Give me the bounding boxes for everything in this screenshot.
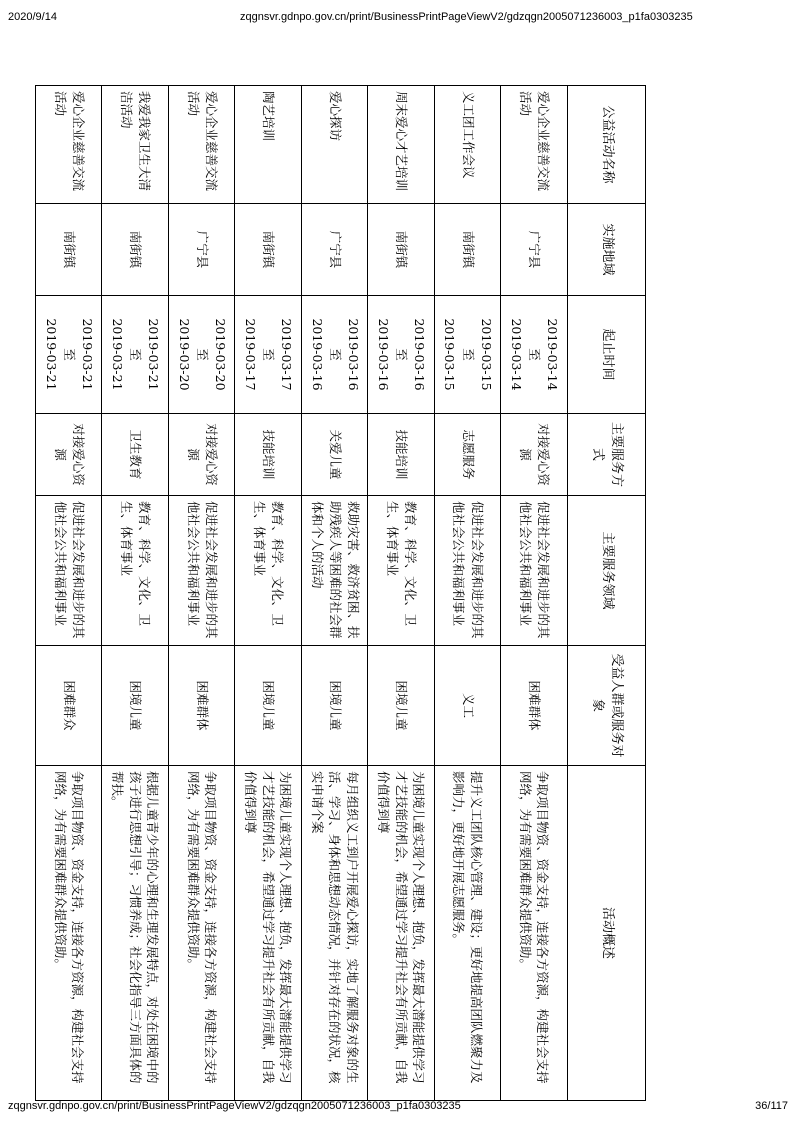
service-field-cell: 促进社会发展和进步的其他社会公共和福利事业 — [36, 496, 102, 646]
service-method-cell: 技能培训 — [235, 414, 301, 496]
time-start: 2019-03-17 — [279, 318, 295, 391]
time-start: 2019-03-16 — [345, 318, 361, 391]
page-number: 36/117 — [755, 1100, 788, 1112]
summary-cell: 为困境儿童实现个人理想、抱负，发挥最大潜能提供学习才艺技能的机会，希望通过学习提升社会有所贡献，自我价值得到尊 — [235, 766, 301, 1101]
region-cell: 南街镇 — [235, 204, 301, 296]
summary-cell: 为困境儿童实现个人理想、抱负，发挥最大潜能提供学习才艺技能的机会，希望通过学习提升社会有所贡献，自我价值得到尊 — [368, 766, 434, 1101]
time-cell — [235, 296, 301, 414]
service-method-cell: 对接爱心资源 — [168, 414, 234, 496]
service-field-cell: 救助灾害、救济贫困、扶助残疾人等困难的社会群体和个人的活动 — [301, 496, 367, 646]
time-cell — [102, 296, 168, 414]
time-cell — [301, 296, 367, 414]
column-header-summary: 活动概述 — [567, 766, 645, 1101]
page-url-header: zqgnsvr.gdnpo.gov.cn/print/BusinessPrintPageViewV2/gdzqgn2005071236003_p1fa0303235 — [240, 11, 693, 23]
service-method-cell: 对接爱心资源 — [36, 414, 102, 496]
time-to: 至 — [327, 348, 343, 361]
time-to: 至 — [194, 348, 210, 361]
time-start: 2019-03-21 — [79, 318, 95, 391]
print-date: 2020/9/14 — [8, 11, 57, 23]
beneficiary-cell: 困境儿童 — [301, 646, 367, 766]
activity-name-cell: 义工团工作会议 — [434, 86, 500, 204]
table-row — [168, 86, 234, 1101]
activity-table — [35, 85, 646, 1101]
time-end: 2019-03-16 — [375, 318, 391, 391]
time-end: 2019-03-15 — [442, 318, 458, 391]
service-method-cell: 对接爱心资源 — [501, 414, 567, 496]
table-row — [301, 86, 367, 1101]
table-row — [235, 86, 301, 1101]
region-cell: 南街镇 — [102, 204, 168, 296]
service-field-cell: 教育、科学、文化、卫生、体育事业 — [102, 496, 168, 646]
rotated-table-container — [35, 85, 646, 1100]
summary-cell: 争取项目物资、资金支持，连接各方资源，构建社会支持网络，为有需要困难群众提供资助。 — [168, 766, 234, 1101]
time-to: 至 — [527, 348, 542, 361]
region-cell: 广宁县 — [501, 204, 567, 296]
summary-cell: 争取项目物资、资金支持，连接各方资源，构建社会支持网络，为有需要困难群众提供资助。 — [501, 766, 567, 1101]
beneficiary-cell: 困境儿童 — [235, 646, 301, 766]
service-method-cell: 关爱儿童 — [301, 414, 367, 496]
table-row — [368, 86, 434, 1101]
region-cell: 南街镇 — [36, 204, 102, 296]
summary-cell: 提升义工团队核心管理、建设；更好地提高团队燃聚力及影响力，更好地开展志愿服务。 — [434, 766, 500, 1101]
activity-name-cell: 周末爱心才艺培训 — [368, 86, 434, 204]
time-cell — [36, 296, 102, 414]
time-to: 至 — [460, 348, 476, 361]
column-header-method: 主要服务方式 — [567, 414, 645, 496]
time-end: 2019-03-16 — [309, 318, 325, 391]
time-to: 至 — [261, 348, 277, 361]
time-cell — [434, 296, 500, 414]
table-row — [36, 86, 102, 1101]
region-cell: 广宁县 — [301, 204, 367, 296]
column-header-beneficiary: 受益人群或服务对象 — [567, 646, 645, 766]
time-end: 2019-03-14 — [508, 318, 524, 391]
activity-name-cell: 爱心企业慈善交流活动 — [168, 86, 234, 204]
table-header-row — [567, 86, 645, 1101]
activity-name-cell: 爱心探访 — [301, 86, 367, 204]
service-field-cell: 促进社会发展和进步的其他社会公共和福利事业 — [168, 496, 234, 646]
service-field-cell: 教育、科学、文化、卫生、体育事业 — [235, 496, 301, 646]
summary-cell: 每月组织义工到户开展爱心探访，实地了解服务对象的生活、学习、身体和思想动态情况，并针对存在的状况，核实申请个案 — [301, 766, 367, 1101]
activity-name-cell: 爱心企业慈善交流活动 — [501, 86, 567, 204]
time-cell — [168, 296, 234, 414]
column-header-time: 起止时间 — [567, 296, 645, 414]
summary-cell: 争取项目物资、资金支持，连接各方资源，构建社会支持网络，为有需要困难群众提供资助。 — [36, 766, 102, 1101]
beneficiary-cell: 困境儿童 — [102, 646, 168, 766]
beneficiary-cell: 困境儿童 — [368, 646, 434, 766]
summary-cell: 根据儿童青少年的心理和生理发展特点，对处在困境中的孩子进行思想引导；习惯养成；社会化指导三方面具体的帮扶。 — [102, 766, 168, 1101]
activity-name-cell: 爱心企业慈善交流活动 — [36, 86, 102, 204]
service-field-cell: 促进社会发展和进步的其他社会公共和福利事业 — [501, 496, 567, 646]
service-field-cell: 教育、科学、文化、卫生、体育事业 — [368, 496, 434, 646]
time-cell — [368, 296, 434, 414]
beneficiary-cell: 困难群体 — [168, 646, 234, 766]
time-start: 2019-03-15 — [478, 318, 494, 391]
activity-name-cell: 陶艺培训 — [235, 86, 301, 204]
time-end: 2019-03-21 — [43, 318, 59, 391]
time-cell — [501, 296, 567, 414]
time-to: 至 — [128, 348, 144, 361]
activity-name-cell: 我爱我家卫生大清洁活动 — [102, 86, 168, 204]
region-cell: 南街镇 — [368, 204, 434, 296]
region-cell: 广宁县 — [168, 204, 234, 296]
beneficiary-cell: 困难群众 — [36, 646, 102, 766]
page-url-footer: zqgnsvr.gdnpo.gov.cn/print/BusinessPrintPageViewV2/gdzqgn2005071236003_p1fa0303235 — [8, 1100, 461, 1112]
time-end: 2019-03-17 — [243, 318, 259, 391]
time-start: 2019-03-16 — [412, 318, 428, 391]
time-end: 2019-03-21 — [110, 318, 126, 391]
beneficiary-cell: 困难群体 — [501, 646, 567, 766]
time-to: 至 — [394, 348, 410, 361]
column-header-field: 主要服务领域 — [567, 496, 645, 646]
time-to: 至 — [61, 348, 77, 361]
beneficiary-cell: 义工 — [434, 646, 500, 766]
time-start: 2019-03-21 — [146, 318, 162, 391]
service-method-cell: 志愿服务 — [434, 414, 500, 496]
time-end: 2019-03-20 — [176, 318, 192, 391]
table-row — [102, 86, 168, 1101]
time-start: 2019-03-14 — [545, 318, 561, 391]
column-header-region: 实施地域 — [567, 204, 645, 296]
table-row — [501, 86, 567, 1101]
service-method-cell: 技能培训 — [368, 414, 434, 496]
service-method-cell: 卫生教育 — [102, 414, 168, 496]
time-start: 2019-03-20 — [212, 318, 228, 391]
column-header-name: 公益活动名称 — [567, 86, 645, 204]
region-cell: 南街镇 — [434, 204, 500, 296]
service-field-cell: 促进社会发展和进步的其他社会公共和福利事业 — [434, 496, 500, 646]
table-row — [434, 86, 500, 1101]
